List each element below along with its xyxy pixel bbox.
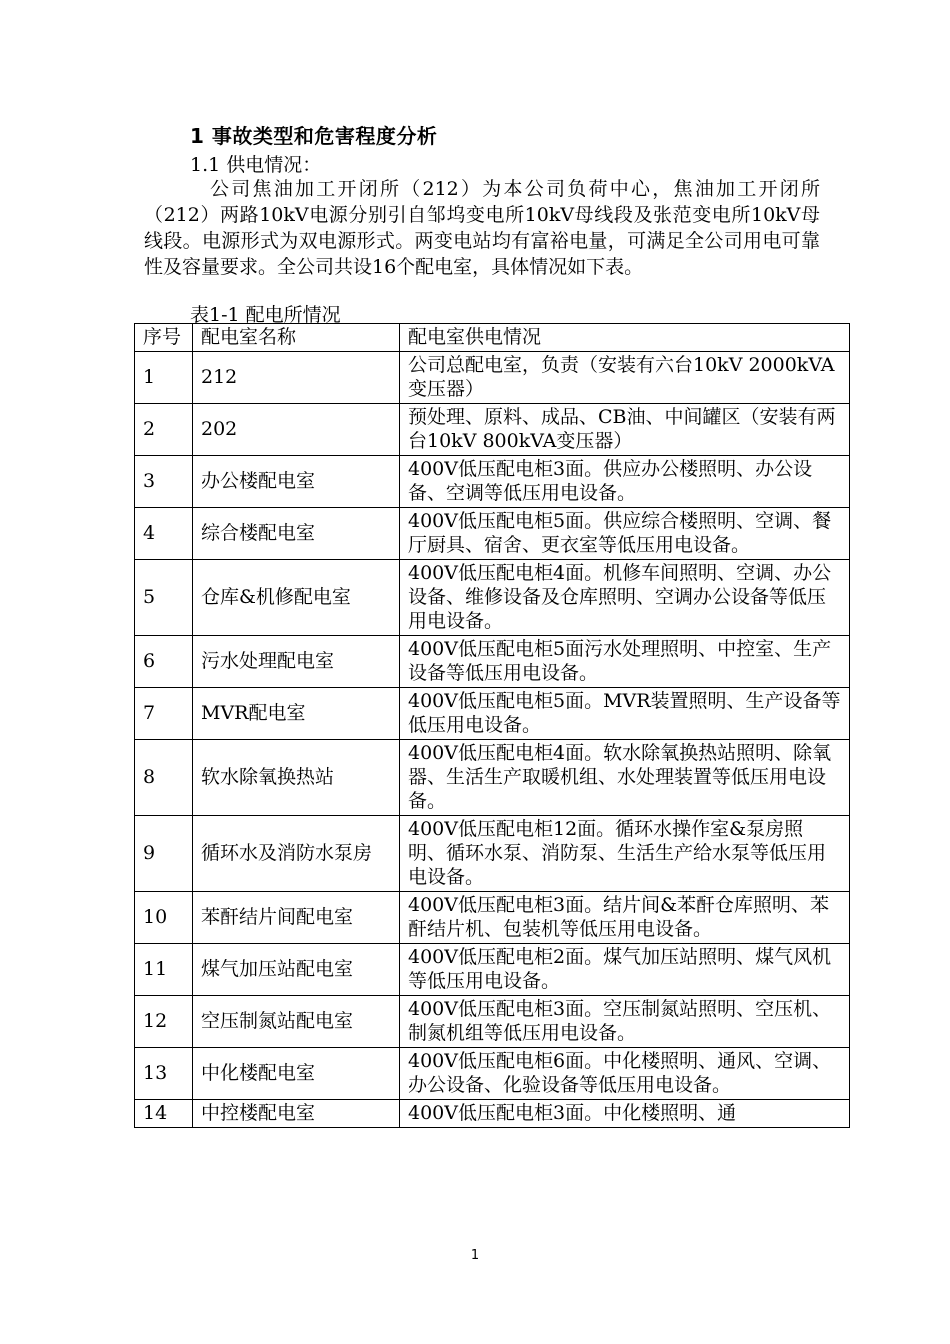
table-caption: 表1-1 配电所情况 (190, 304, 341, 326)
room-name: 循环水及消防水泵房 (193, 816, 400, 892)
supply-description: 预处理、原料、成品、CB油、中间罐区（安装有两台10kV 800kVA变压器） (400, 404, 850, 456)
room-name: 苯酐结片间配电室 (193, 892, 400, 944)
room-name: 仓库&机修配电室 (193, 560, 400, 636)
room-name: 中控楼配电室 (193, 1100, 400, 1128)
row-number: 12 (135, 996, 193, 1048)
supply-description: 400V低压配电柜3面。空压制氮站照明、空压机、制氮机组等低压用电设备。 (400, 996, 850, 1048)
table-row (135, 1048, 850, 1100)
table-row (135, 456, 850, 508)
table-row (135, 352, 850, 404)
supply-description: 400V低压配电柜4面。机修车间照明、空调、办公设备、维修设备及仓库照明、空调办公设备等低压用电设备。 (400, 560, 850, 636)
body-paragraph: 公司焦油加工开闭所（212）为本公司负荷中心，焦油加工开闭所（212）两路10kV电源分别引自邹坞变电所10kV母线段及张范变电所10kV母线段。电源形式为双电源形式。两变电站均有富裕电量，可满足全公司用电可靠性及容量要求。全公司共设16个配电室，具体情况如下表。 (144, 178, 820, 278)
row-number: 4 (135, 508, 193, 560)
supply-description: 400V低压配电柜5面。MVR装置照明、生产设备等低压用电设备。 (400, 688, 850, 740)
room-name: 202 (193, 404, 400, 456)
table-row (135, 740, 850, 816)
supply-description: 400V低压配电柜6面。中化楼照明、通风、空调、办公设备、化验设备等低压用电设备。 (400, 1048, 850, 1100)
supply-description: 公司总配电室，负责（安装有六台10kV 2000kVA变压器） (400, 352, 850, 404)
supply-description: 400V低压配电柜4面。软水除氧换热站照明、除氧器、生活生产取暖机组、水处理装置等低压用电设备。 (400, 740, 850, 816)
supply-description: 400V低压配电柜3面。供应办公楼照明、办公设备、空调等低压用电设备。 (400, 456, 850, 508)
room-name: MVR配电室 (193, 688, 400, 740)
supply-description: 400V低压配电柜5面污水处理照明、中控室、生产设备等低压用电设备。 (400, 636, 850, 688)
section-heading: 1 事故类型和危害程度分析 (190, 124, 438, 148)
row-number: 10 (135, 892, 193, 944)
row-number: 6 (135, 636, 193, 688)
substation-table (134, 323, 850, 1128)
header-supply-description: 配电室供电情况 (400, 324, 850, 352)
room-name: 软水除氧换热站 (193, 740, 400, 816)
header-room-name: 配电室名称 (193, 324, 400, 352)
row-number: 7 (135, 688, 193, 740)
table-row (135, 688, 850, 740)
supply-description: 400V低压配电柜3面。结片间&苯酐仓库照明、苯酐结片机、包装机等低压用电设备。 (400, 892, 850, 944)
table-row (135, 508, 850, 560)
row-number: 5 (135, 560, 193, 636)
row-number: 9 (135, 816, 193, 892)
row-number: 14 (135, 1100, 193, 1128)
header-serial-number: 序号 (135, 324, 193, 352)
row-number: 11 (135, 944, 193, 996)
table-row (135, 996, 850, 1048)
room-name: 综合楼配电室 (193, 508, 400, 560)
supply-description: 400V低压配电柜3面。中化楼照明、通 (400, 1100, 850, 1128)
table-row (135, 636, 850, 688)
room-name: 空压制氮站配电室 (193, 996, 400, 1048)
room-name: 煤气加压站配电室 (193, 944, 400, 996)
table-row (135, 944, 850, 996)
row-number: 13 (135, 1048, 193, 1100)
subsection-heading: 1.1 供电情况： (190, 154, 322, 176)
table-row (135, 1100, 850, 1128)
room-name: 污水处理配电室 (193, 636, 400, 688)
table-header-row (135, 324, 850, 352)
row-number: 2 (135, 404, 193, 456)
room-name: 212 (193, 352, 400, 404)
supply-description: 400V低压配电柜12面。循环水操作室&泵房照明、循环水泵、消防泵、生活生产给水泵等低压用电设备。 (400, 816, 850, 892)
supply-description: 400V低压配电柜2面。煤气加压站照明、煤气风机等低压用电设备。 (400, 944, 850, 996)
table-row (135, 560, 850, 636)
table-row (135, 816, 850, 892)
page-number: 1 (470, 1248, 480, 1263)
table-row (135, 892, 850, 944)
supply-description: 400V低压配电柜5面。供应综合楼照明、空调、餐厅厨具、宿舍、更衣室等低压用电设备。 (400, 508, 850, 560)
row-number: 3 (135, 456, 193, 508)
row-number: 8 (135, 740, 193, 816)
row-number: 1 (135, 352, 193, 404)
room-name: 中化楼配电室 (193, 1048, 400, 1100)
table-row (135, 404, 850, 456)
room-name: 办公楼配电室 (193, 456, 400, 508)
